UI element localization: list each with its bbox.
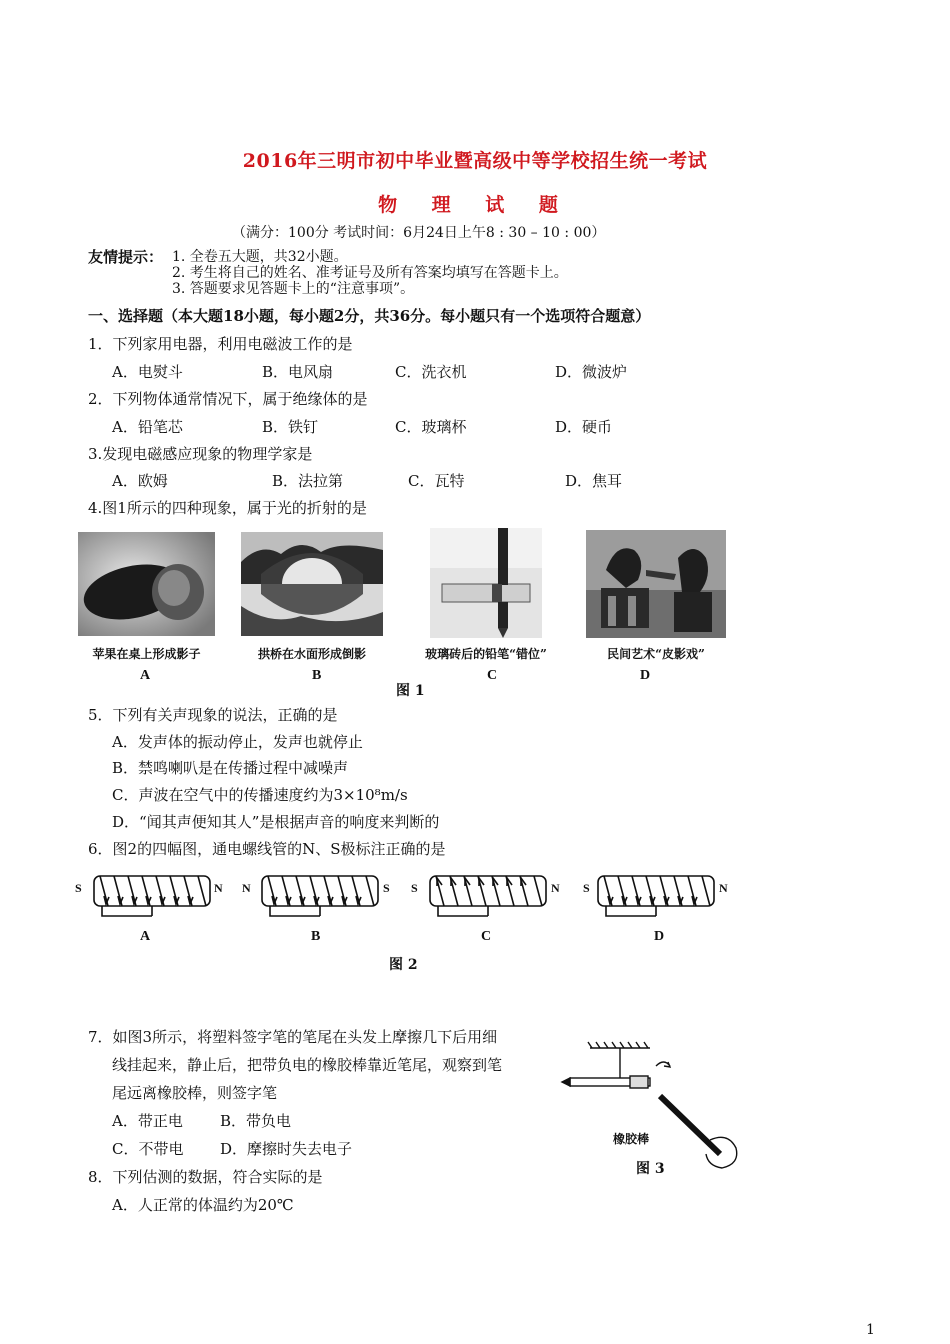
figure2-pole-a-right: N <box>214 881 223 895</box>
option: D．微波炉 <box>555 363 628 381</box>
tip-item: 1. 全卷五大题，共32小题。 <box>172 249 348 265</box>
section-heading: 一、选择题（本大题18小题，每小题2分，共36分。每小题只有一个选项符合题意） <box>88 307 651 325</box>
figure1-letter-a: A <box>140 668 151 683</box>
figure2-letter-c: C <box>481 929 492 944</box>
figure1-photo-c <box>430 528 542 638</box>
question-stem-line: 线挂起来，静止后，把带负电的橡胶棒靠近笔尾，观察到笔 <box>112 1056 503 1074</box>
option: D．焦耳 <box>565 472 623 490</box>
option: A．发声体的振动停止，发声也就停止 <box>112 733 363 751</box>
figure1-letter-c: C <box>487 668 498 683</box>
figure1-caption-d: 民间艺术“皮影戏” <box>607 647 705 661</box>
question-stem: 4.图1所示的四种现象，属于光的折射的是 <box>88 499 367 517</box>
figure1-letter-d: D <box>640 668 651 683</box>
option: D．硬币 <box>555 418 613 436</box>
figure2-pole-c-right: N <box>551 881 560 895</box>
option: B．法拉第 <box>272 472 344 490</box>
exam-meta: （满分：100分 考试时间：6月24日上午8 : 30 – 10 : 00） <box>232 225 606 241</box>
figure2-caption: 图 2 <box>389 957 418 973</box>
figure1-photo-b <box>241 532 383 636</box>
option: B．电风扇 <box>262 363 334 381</box>
option: C．不带电 <box>112 1140 184 1158</box>
figure1-caption-a: 苹果在桌上形成影子 <box>92 647 201 661</box>
question-stem-line: 7．如图3所示，将塑料签字笔的笔尾在头发上摩擦几下后用细 <box>88 1028 498 1046</box>
figure2-letter-b: B <box>311 929 321 944</box>
page-number: 1 <box>866 1322 875 1338</box>
figure1-photo-d <box>586 530 726 638</box>
question-stem-line: 尾远离橡胶棒，则签字笔 <box>112 1084 278 1102</box>
figure1-photo-a <box>78 532 215 636</box>
option: C．瓦特 <box>408 472 465 490</box>
option: D．摩擦时失去电子 <box>220 1140 353 1158</box>
figure2-pole-a-left: S <box>75 881 82 895</box>
option: C．洗衣机 <box>395 363 467 381</box>
exam-title: 2016年三明市初中毕业暨高级中等学校招生统一考试 <box>242 150 708 172</box>
figure2-pole-d-left: S <box>583 881 590 895</box>
figure3-caption: 图 3 <box>636 1161 665 1177</box>
figure2-pole-b-right: S <box>383 881 390 895</box>
figure2-pole-c-left: S <box>411 881 418 895</box>
option: A．欧姆 <box>112 472 168 490</box>
question-stem: 5．下列有关声现象的说法，正确的是 <box>88 706 338 724</box>
figure3-illustration <box>560 1036 750 1176</box>
option: B．铁钉 <box>262 418 319 436</box>
question-stem: 1．下列家用电器，利用电磁波工作的是 <box>88 335 353 353</box>
figure2-pole-d-right: N <box>719 881 728 895</box>
option: D．“闻其声便知其人”是根据声音的响度来判断的 <box>112 813 440 831</box>
figure1-caption-c: 玻璃砖后的铅笔“错位” <box>425 647 547 661</box>
exam-subtitle: 物 理 试 题 <box>378 194 572 216</box>
option: C．声波在空气中的传播速度约为3×10⁸m/s <box>112 786 408 804</box>
option: C．玻璃杯 <box>395 418 467 436</box>
question-stem: 6．图2的四幅图，通电螺线管的N、S极标注正确的是 <box>88 840 446 858</box>
option: B．带负电 <box>220 1112 292 1130</box>
tips-label: 友情提示： <box>88 248 164 266</box>
option: A．人正常的体温约为20℃ <box>112 1196 294 1214</box>
figure2-letter-d: D <box>654 929 665 944</box>
tip-item: 2. 考生将自己的姓名、准考证号及所有答案均填写在答题卡上。 <box>172 265 568 281</box>
tip-item: 3. 答题要求见答题卡上的“注意事项”。 <box>172 281 415 297</box>
figure2-solenoids <box>72 866 732 926</box>
figure1-caption-b: 拱桥在水面形成倒影 <box>257 647 366 661</box>
figure2-pole-b-left: N <box>242 881 251 895</box>
figure3-rod-label: 橡胶棒 <box>613 1132 650 1146</box>
figure1-caption: 图 1 <box>396 683 425 699</box>
figure1-letter-b: B <box>312 668 322 683</box>
figure2-letter-a: A <box>140 929 151 944</box>
option: B．禁鸣喇叭是在传播过程中减噪声 <box>112 759 349 777</box>
question-stem: 8．下列估测的数据，符合实际的是 <box>88 1168 323 1186</box>
option: A．电熨斗 <box>112 363 183 381</box>
option: A．铅笔芯 <box>112 418 183 436</box>
question-stem: 2．下列物体通常情况下，属于绝缘体的是 <box>88 390 368 408</box>
question-stem: 3.发现电磁感应现象的物理学家是 <box>88 445 313 463</box>
option: A．带正电 <box>112 1112 183 1130</box>
